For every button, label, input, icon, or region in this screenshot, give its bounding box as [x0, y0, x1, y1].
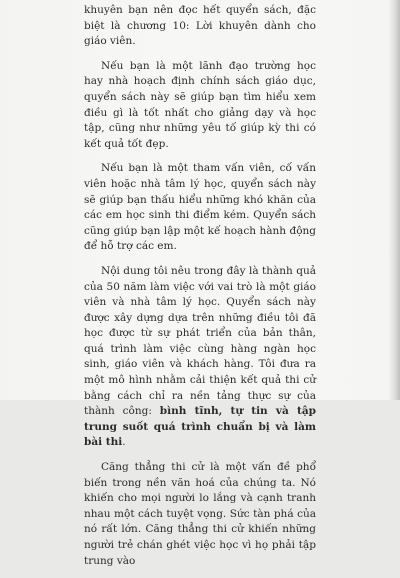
body-text — [84, 3, 316, 578]
paragraph-2 — [84, 59, 316, 153]
page-edge-shadow — [388, 0, 400, 400]
paragraph-2-text: Nếu bạn là một lãnh đạo trường học hay nhà hoạch định chính sách giáo dục, quyển sách này sẽ giúp bạn tìm hiểu xem điều gì là tốt nhất cho giảng dạy và học tập, cũng như những yêu tố giúp kỳ thi có kết quả tốt đẹp. — [84, 59, 316, 150]
paragraph-3 — [84, 161, 316, 255]
paragraph-1 — [84, 3, 316, 50]
paragraph-3-text: Nếu bạn là một tham vấn viên, cố vấn viên hoặc nhà tâm lý học, quyển sách này sẽ giúp bạn thấu hiểu những khó khăn của các em học sinh thi điểm kém. Quyển sách cũng giúp bạn lập một kế hoạch hành động để hỗ trợ các em. — [84, 162, 316, 253]
paragraph-4 — [84, 264, 316, 451]
paragraph-5 — [84, 460, 316, 569]
paragraph-4-bold-text: bình tĩnh, tự tin và tập trung suốt quá trình chuẩn bị và làm bài thi — [84, 405, 316, 449]
paragraph-5-text: Căng thẳng thi cử là một vấn đề phổ biến trong nền văn hoá của chúng ta. Nó khiến cho mọi người lo lắng và cạnh tranh nhau một cách tuyệt vọng. Sức tàn phá của nó rất lớn. Căng thẳng thi cử khiến những người trẻ chán ghét việc học vì họ phải tập trung vào — [84, 461, 316, 567]
paragraph-1-text: khuyên bạn nên đọc hết quyển sách, đặc biệt là chương 10: Lời khuyên dành cho giáo viên. — [84, 4, 316, 48]
paragraph-4-end: . — [122, 436, 126, 449]
paragraph-4-text: Nội dung tôi nêu trong đây là thành quả của 50 năm làm việc với vai trò là một giáo viên và nhà tâm lý học. Quyển sách này được xây dựng dựa trên những điều tôi đã học được từ sự phát triển của bản thân, quá trình làm việc cùng hàng ngàn học sinh, giáo viên và khách hàng. Tôi đưa ra một mô hình nhằm cải thiện kết quả thi cử bằng cách chỉ ra nền tảng thực sự của thành công: — [84, 264, 316, 418]
